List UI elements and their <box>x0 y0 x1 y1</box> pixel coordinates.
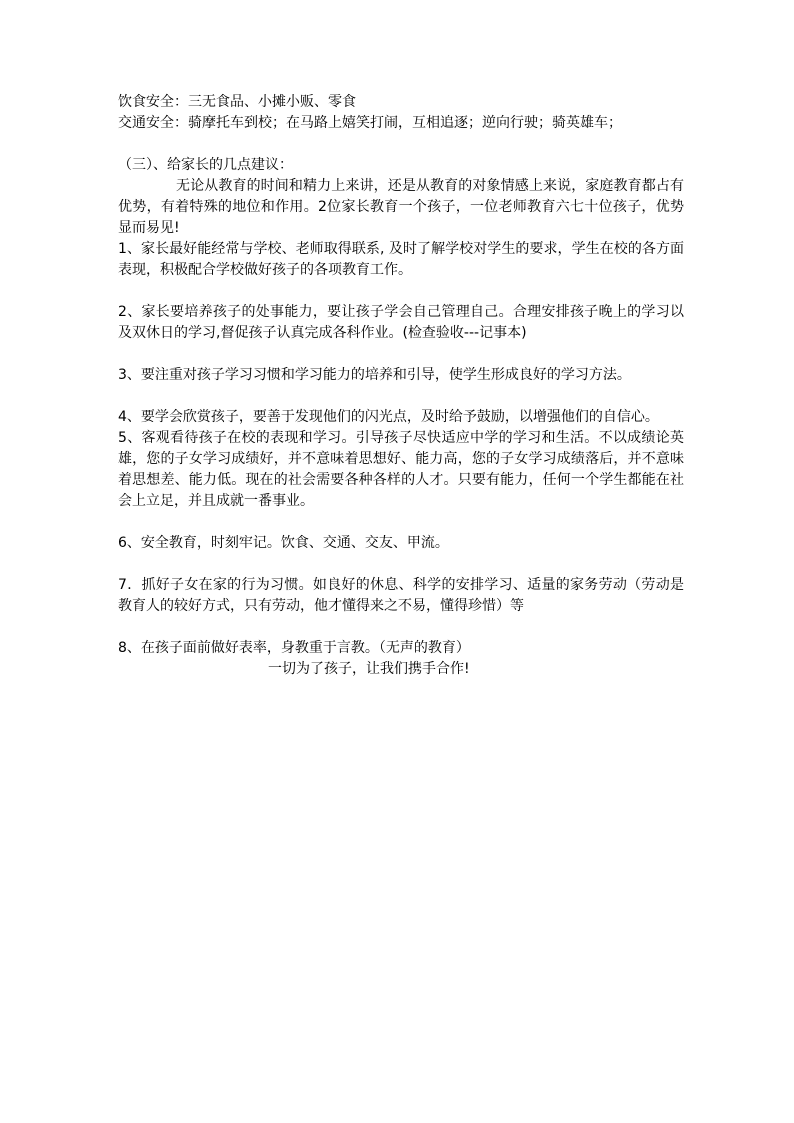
intro-paragraph: 无论从教育的时间和精力上来讲，还是从教育的对象情感上来说，家庭教育都占有优势，有着特殊的地位和作用。2位家长教育一个孩子，一位老师教育六七十位孩子，优势显而易见! <box>118 178 684 236</box>
advice-item-5: 5、客观看待孩子在校的表现和学习。引导孩子尽快适应中学的学习和生活。不以成绩论英雄，您的子女学习成绩好，并不意味着思想好、能力高，您的子女学习成绩落后，并不意味着思想差、能力低。现在的社会需要各种各样的人才。只要有能力，任何一个学生都能在社会上立足，并且成就一番事业。 <box>118 430 684 509</box>
spacer <box>118 281 684 302</box>
advice-item-1: 1、家长最好能经常与学校、老师取得联系, 及时了解学校对学生的要求，学生在校的各方面表现，积极配合学校做好孩子的各项教育工作。 <box>118 241 684 278</box>
spacer <box>118 386 684 407</box>
traffic-safety-line: 交通安全：骑摩托车到校；在马路上嬉笑打闹，互相追逐；逆向行驶；骑英雄车； <box>118 115 622 131</box>
spacer <box>118 554 684 575</box>
spacer <box>118 344 684 365</box>
advice-item-2: 2、家长要培养孩子的处事能力，要让孩子学会自己管理自己。合理安排孩子晚上的学习以及双休日的学习,督促孩子认真完成各科作业。(检查验收---记事本) <box>118 304 684 341</box>
advice-item-4: 4、要学会欣赏孩子，要善于发现他们的闪光点，及时给予鼓励，以增强他们的自信心。 <box>118 409 659 425</box>
spacer <box>118 512 684 533</box>
spacer <box>118 134 684 155</box>
section-heading: （三）、给家长的几点建议： <box>118 157 293 173</box>
document-page <box>118 92 684 680</box>
closing-line: 一切为了孩子，让我们携手合作! <box>268 661 470 677</box>
food-safety-line: 饮食安全：三无食品、小摊小贩、零食 <box>118 94 356 110</box>
advice-item-8: 8、在孩子面前做好表率，身教重于言教。（无声的教育） <box>118 640 470 656</box>
advice-item-7: 7．抓好子女在家的行为习惯。如良好的休息、科学的安排学习、适量的家务劳动（劳动是教育人的较好方式，只有劳动，他才懂得来之不易，懂得珍惜）等 <box>118 577 684 614</box>
advice-item-3: 3、要注重对孩子学习习惯和学习能力的培养和引导，使学生形成良好的学习方法。 <box>118 367 631 383</box>
spacer <box>118 617 684 638</box>
advice-item-6: 6、安全教育，时刻牢记。饮食、交通、交友、甲流。 <box>118 535 449 551</box>
